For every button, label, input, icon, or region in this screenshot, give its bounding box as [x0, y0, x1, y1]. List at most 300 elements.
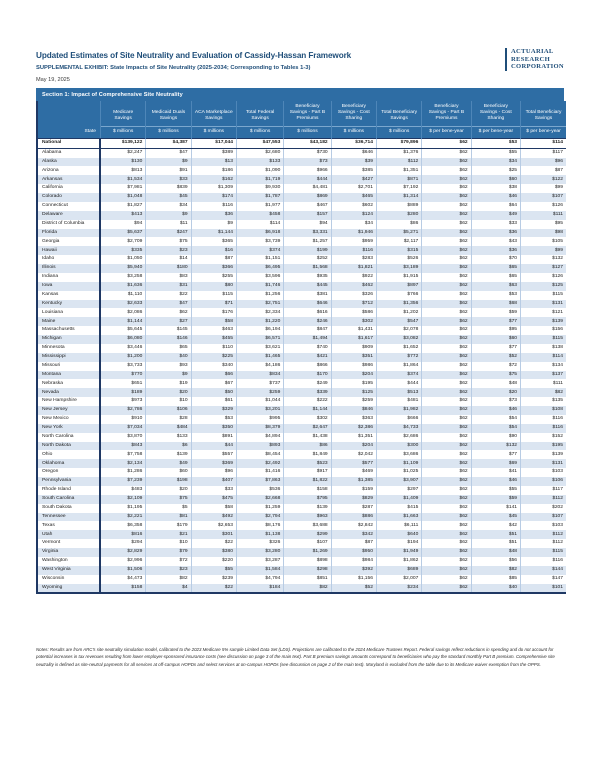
row-value: $59: [471, 495, 520, 504]
row-state-name: Tennessee: [38, 513, 100, 522]
row-value: $65: [471, 264, 520, 273]
row-value: $62: [422, 300, 471, 309]
row-value: $427: [331, 175, 376, 184]
row-value: $62: [422, 504, 471, 513]
row-value: $62: [422, 202, 471, 211]
row-state-name: New Hampshire: [38, 397, 100, 406]
column-header-beneficiary-savings-part-b-premiums: [284, 101, 331, 138]
row-value: $966: [284, 166, 331, 175]
table-row: [38, 193, 566, 202]
table-row: [38, 273, 566, 282]
row-value: $1,465: [236, 353, 283, 362]
row-value: $234: [376, 584, 421, 594]
row-value: $651: [100, 379, 145, 388]
table-row: [38, 246, 566, 255]
row-value: $86: [284, 442, 331, 451]
table-row: [38, 353, 566, 362]
row-value: $740: [284, 344, 331, 353]
column-header-unit: $ per bene-year: [472, 126, 520, 138]
row-value: $1,636: [100, 282, 145, 291]
row-value: $6,358: [100, 521, 145, 530]
row-value: $335: [100, 246, 145, 255]
row-value: $90: [471, 433, 520, 442]
row-value: $492: [191, 513, 236, 522]
row-value: $48: [471, 548, 520, 557]
row-state-name: Connecticut: [38, 202, 100, 211]
row-state-name: Mississippi: [38, 353, 100, 362]
row-value: $646: [331, 148, 376, 157]
row-state-name: Georgia: [38, 237, 100, 246]
row-value: $116: [331, 246, 376, 255]
row-value: $141: [471, 504, 520, 513]
row-value: $1,356: [376, 300, 421, 309]
row-value: $1,949: [376, 548, 421, 557]
row-value: $91: [146, 166, 191, 175]
row-value: $8,379: [236, 424, 283, 433]
row-value: $1,048: [100, 193, 145, 202]
row-state-name: Virginia: [38, 548, 100, 557]
row-value: $973: [100, 397, 145, 406]
row-value: $7,981: [100, 184, 145, 193]
column-header-total-beneficiary-savings: [521, 101, 566, 138]
row-value: $62: [422, 353, 471, 362]
row-state-name: New York: [38, 424, 100, 433]
row-value: $106: [552, 478, 563, 484]
row-value: $105: [552, 238, 563, 244]
row-value: $1,156: [331, 575, 376, 584]
row-value: $174: [191, 193, 236, 202]
row-value: $82: [146, 575, 191, 584]
row-value: $2,633: [100, 300, 145, 309]
row-value: $62: [422, 211, 471, 220]
logo-line-3: CORPORATION: [511, 63, 564, 71]
row-value: $146: [146, 335, 191, 344]
row-value: $602: [331, 202, 376, 211]
row-state-name: Alaska: [38, 158, 100, 167]
row-value: $3,596: [236, 273, 283, 282]
row-value: $77: [471, 450, 520, 459]
row-value: $3,082: [376, 335, 421, 344]
row-value: $56: [471, 557, 520, 566]
row-value: $114: [552, 354, 563, 359]
row-value: $6: [146, 442, 191, 451]
document-subtitle: SUPPLEMENTAL EXHIBIT: State Impacts of Site Neutrality (2025-2034; Corresponding to Tables 1-3): [36, 65, 311, 71]
row-value: $36: [191, 211, 236, 220]
row-value: $463: [191, 326, 236, 335]
row-value: $62: [422, 566, 471, 575]
row-value: $62: [422, 539, 471, 548]
row-value: $484: [146, 424, 191, 433]
row-state-name: Washington: [38, 557, 100, 566]
row-value: $5: [146, 504, 191, 513]
row-value: $413: [100, 211, 145, 220]
table-row: [38, 557, 566, 566]
row-value: $62: [422, 246, 471, 255]
row-value: $462: [331, 282, 376, 291]
row-value: $249: [284, 379, 331, 388]
row-value: $1,827: [100, 202, 145, 211]
table-row: [38, 548, 566, 557]
column-header-title: Beneficiary Savings - Cost Sharing: [337, 104, 370, 122]
row-value: $4,894: [236, 433, 283, 442]
row-value: $6,495: [236, 264, 283, 273]
row-value: $843: [100, 442, 145, 451]
row-value: $869: [284, 193, 331, 202]
row-value: $3,446: [100, 344, 145, 353]
table-row: [38, 486, 566, 495]
row-value: $55: [471, 486, 520, 495]
row-value: $116: [191, 202, 236, 211]
row-value: $33: [146, 175, 191, 184]
row-value: $62: [422, 521, 471, 530]
row-state-name: Kentucky: [38, 300, 100, 309]
row-value: $4,794: [236, 575, 283, 584]
row-value: $55: [191, 566, 236, 575]
row-value: $62: [422, 138, 471, 148]
row-value: $2,709: [100, 237, 145, 246]
table-row: [38, 344, 566, 353]
row-value: $62: [422, 486, 471, 495]
row-value: $95: [554, 220, 563, 226]
row-value: $93: [146, 362, 191, 371]
row-value: $1,376: [376, 148, 421, 157]
row-value: $107: [552, 194, 563, 200]
row-value: $6,571: [236, 335, 283, 344]
row-value: $62: [422, 362, 471, 371]
row-value: $134: [552, 362, 563, 368]
row-value: $1,144: [284, 406, 331, 415]
row-value: $50: [191, 388, 236, 397]
row-value: $75: [146, 237, 191, 246]
row-state-name: Missouri: [38, 362, 100, 371]
row-value: $62: [422, 335, 471, 344]
row-value: $3,688: [284, 521, 331, 530]
row-state-name: Montana: [38, 371, 100, 380]
column-header-unit: $ millions: [192, 126, 236, 138]
row-value: $1,050: [100, 255, 145, 264]
row-value: $363: [331, 415, 376, 424]
row-value: $10: [146, 397, 191, 406]
row-value: $62: [422, 442, 471, 451]
row-value: $51: [471, 530, 520, 539]
row-value: $2,117: [376, 237, 421, 246]
row-value: $287: [331, 504, 376, 513]
row-state-name: New Jersey: [38, 406, 100, 415]
row-value: $2,042: [331, 450, 376, 459]
row-value: $846: [331, 406, 376, 415]
row-value: $42: [471, 521, 520, 530]
row-state-name: Minnesota: [38, 344, 100, 353]
row-state-name: Alabama: [38, 148, 100, 157]
row-value: $44: [191, 442, 236, 451]
row-value: $144: [552, 567, 563, 572]
row-state-name: Iowa: [38, 282, 100, 291]
row-value: $1,351: [376, 166, 421, 175]
row-value: $62: [422, 158, 471, 167]
row-value: $886: [331, 513, 376, 522]
table-row: [38, 530, 566, 539]
row-value: $3,739: [236, 237, 283, 246]
row-value: $62: [422, 433, 471, 442]
row-value: $1,862: [376, 557, 421, 566]
row-state-name: Utah: [38, 530, 100, 539]
row-value: $62: [422, 175, 471, 184]
row-value: $910: [100, 415, 145, 424]
row-value: $116: [552, 416, 563, 422]
logo-line-2: RESEARCH: [511, 55, 551, 63]
table-row: [38, 371, 566, 380]
row-value: $1,257: [284, 237, 331, 246]
row-value: $252: [284, 255, 331, 264]
row-value: $220: [191, 557, 236, 566]
row-value: $49: [146, 459, 191, 468]
table-row: [38, 300, 566, 309]
row-value: $225: [191, 353, 236, 362]
row-value: $33: [191, 486, 236, 495]
row-value: $984: [331, 557, 376, 566]
row-value: $302: [284, 415, 331, 424]
row-state-name: Indiana: [38, 273, 100, 282]
row-value: $27: [146, 317, 191, 326]
row-value: $47: [146, 148, 191, 157]
row-value: $4,733: [376, 424, 421, 433]
row-value: $71: [191, 300, 236, 309]
row-value: $59: [471, 308, 520, 317]
table-notes: Notes: Results are from ARC's site neutrality simulation model, calibrated to the 2023 Medicare 5% sample Limited Data Set (LDS). Projections are calibrated to the 2024 Medicare Trustees Report. Federal savings reflect reductions in spending and do not account for potential increases in tax revenues resulting from lower employer-sponsored insurance costs (see discussion on page 3 of the main text). Part B premium savings amounts correspond to beneficiaries who pay the standard monthly Part B premium. Comprehensive site neutrality is defined as site-neutral payments for all services at off-campus HOPDs and select services at on-campus HOPDs (see discussion on page 2 of the main text). Maryland is excluded from the table due to its Medicare waiver exemption from the OPPS.: [36, 647, 555, 667]
row-value: $455: [191, 335, 236, 344]
row-state-name: South Dakota: [38, 504, 100, 513]
row-value: $340: [191, 362, 236, 371]
row-value: $458: [236, 211, 283, 220]
row-value: $1,494: [284, 335, 331, 344]
column-header-title: Beneficiary Savings - Cost Sharing: [479, 104, 512, 122]
row-value: $99: [554, 247, 563, 253]
row-value: $137: [552, 371, 563, 377]
row-value: $62: [422, 424, 471, 433]
row-value: $3,189: [376, 264, 421, 273]
row-value: $889: [376, 202, 421, 211]
row-value: $156: [552, 327, 563, 333]
row-value: $1,416: [236, 468, 283, 477]
row-value: $2,221: [100, 513, 145, 522]
row-value: $385: [331, 166, 376, 175]
row-value: $469: [331, 468, 376, 477]
row-value: $5,271: [376, 229, 421, 238]
row-value: $1,746: [236, 282, 283, 291]
column-header-beneficiary-savings-part-b-premiums: [422, 101, 471, 138]
state-impacts-table-container: [36, 88, 564, 594]
row-value: $62: [422, 148, 471, 157]
row-value: $112: [552, 540, 563, 546]
row-value: $298: [284, 566, 331, 575]
row-value: $68: [471, 300, 520, 309]
row-value: $62: [422, 282, 471, 291]
row-value: $62: [146, 308, 191, 317]
row-value: $351: [331, 353, 376, 362]
row-value: $866: [284, 362, 331, 371]
row-value: $816: [100, 530, 145, 539]
table-row: [38, 255, 566, 264]
column-header-total-beneficiary-savings: [376, 101, 421, 138]
row-value: $239: [191, 575, 236, 584]
row-value: $95: [471, 326, 520, 335]
row-value: $1,138: [236, 530, 283, 539]
row-value: $62: [422, 557, 471, 566]
row-value: $46: [471, 406, 520, 415]
row-value: $3,331: [284, 229, 331, 238]
row-value: $4,481: [284, 184, 331, 193]
row-value: $1,506: [100, 566, 145, 575]
row-value: $1,431: [331, 326, 376, 335]
row-value: $47,553: [236, 138, 283, 148]
row-state-name: Maine: [38, 317, 100, 326]
row-value: $247: [146, 229, 191, 238]
row-value: $34: [471, 158, 520, 167]
row-value: $1,200: [100, 353, 145, 362]
row-value: $259: [236, 388, 283, 397]
row-value: $302: [331, 317, 376, 326]
row-value: $5,645: [100, 326, 145, 335]
row-value: $73: [471, 397, 520, 406]
row-value: $3,280: [236, 548, 283, 557]
row-value: $132: [552, 256, 563, 262]
row-value: $2,829: [100, 548, 145, 557]
row-value: $935: [284, 273, 331, 282]
row-state-name: West Virginia: [38, 566, 100, 575]
row-value: $40: [471, 584, 520, 594]
row-value: $5,940: [100, 264, 145, 273]
table-row: [38, 513, 566, 522]
row-value: $87: [554, 167, 563, 173]
row-value: $195: [552, 442, 563, 448]
row-value: $139: [146, 450, 191, 459]
row-value: $297: [376, 486, 421, 495]
row-value: $1,351: [331, 433, 376, 442]
row-value: $9: [191, 220, 236, 229]
row-value: $1,286: [100, 468, 145, 477]
row-value: $79,896: [376, 138, 421, 148]
row-value: $54: [471, 415, 520, 424]
table-row: [38, 317, 566, 326]
row-state-name: Oregon: [38, 468, 100, 477]
column-header-unit: $ millions: [332, 126, 376, 138]
row-value: $126: [552, 274, 563, 280]
table-row: [38, 175, 566, 184]
row-value: $557: [191, 450, 236, 459]
row-value: $640: [376, 530, 421, 539]
row-value: $73: [284, 158, 331, 167]
row-value: $834: [236, 371, 283, 380]
column-header-aca-marketplace-savings: [191, 101, 236, 138]
row-value: $1,652: [376, 344, 421, 353]
table-row: [38, 539, 566, 548]
document-header: [36, 50, 564, 84]
row-state-name: Rhode Island: [38, 486, 100, 495]
row-value: $1,256: [236, 291, 283, 300]
row-value: $157: [284, 211, 331, 220]
table-row: [38, 406, 566, 415]
row-value: $62: [422, 317, 471, 326]
table-row: [38, 459, 566, 468]
row-value: $62: [422, 255, 471, 264]
row-value: $195: [331, 379, 376, 388]
row-value: $475: [191, 495, 236, 504]
table-row: [38, 566, 566, 575]
row-value: $62: [422, 308, 471, 317]
row-value: $180: [146, 264, 191, 273]
row-value: $467: [284, 202, 331, 211]
row-value: $80: [191, 282, 236, 291]
row-value: $4,473: [100, 575, 145, 584]
table-row: [38, 282, 566, 291]
row-value: $2,492: [236, 459, 283, 468]
row-value: $2,794: [236, 513, 283, 522]
row-value: $366: [191, 264, 236, 273]
row-value: $1,309: [191, 184, 236, 193]
row-value: $666: [376, 415, 421, 424]
row-value: $62: [422, 220, 471, 229]
row-value: $259: [331, 397, 376, 406]
column-header-medicare-savings: [100, 101, 145, 138]
row-value: $62: [422, 459, 471, 468]
row-value: $115: [552, 291, 563, 297]
row-value: $110: [191, 344, 236, 353]
row-value: $389: [191, 148, 236, 157]
row-state-name: District of Columbia: [38, 220, 100, 229]
row-value: $99: [554, 185, 563, 191]
row-value: $897: [376, 282, 421, 291]
row-value: $36: [471, 246, 520, 255]
row-value: $108: [552, 407, 563, 413]
row-value: $75: [146, 495, 191, 504]
row-value: $577: [331, 459, 376, 468]
row-value: $3,201: [236, 406, 283, 415]
row-value: $62: [422, 166, 471, 175]
row-value: $1,044: [236, 397, 283, 406]
column-header-title: Medicaid Duals Savings: [151, 110, 186, 122]
row-value: $75: [471, 371, 520, 380]
row-state-name: Delaware: [38, 211, 100, 220]
row-value: $1,259: [236, 504, 283, 513]
row-value: $62: [422, 344, 471, 353]
row-value: $369: [191, 459, 236, 468]
row-value: $7,239: [100, 477, 145, 486]
row-value: $3,686: [376, 450, 421, 459]
row-value: $186: [191, 166, 236, 175]
row-value: $58: [191, 504, 236, 513]
row-value: $34: [146, 202, 191, 211]
row-value: $46: [471, 477, 520, 486]
row-state-name: Nebraska: [38, 379, 100, 388]
row-value: $62: [422, 229, 471, 238]
table-row: [38, 362, 566, 371]
row-value: $712: [331, 300, 376, 309]
row-value: $2,653: [191, 521, 236, 530]
row-value: $3,621: [236, 344, 283, 353]
table-row: [38, 442, 566, 451]
row-value: $483: [100, 486, 145, 495]
row-value: $283: [331, 255, 376, 264]
row-value: $62: [422, 264, 471, 273]
row-value: $112: [552, 496, 563, 501]
row-value: $1,719: [236, 175, 283, 184]
row-value: $1,821: [331, 264, 376, 273]
row-value: $6,111: [376, 521, 421, 530]
table-head: [38, 101, 566, 138]
row-value: $616: [284, 308, 331, 317]
row-value: $139: [552, 451, 563, 457]
row-value: $31: [146, 282, 191, 291]
